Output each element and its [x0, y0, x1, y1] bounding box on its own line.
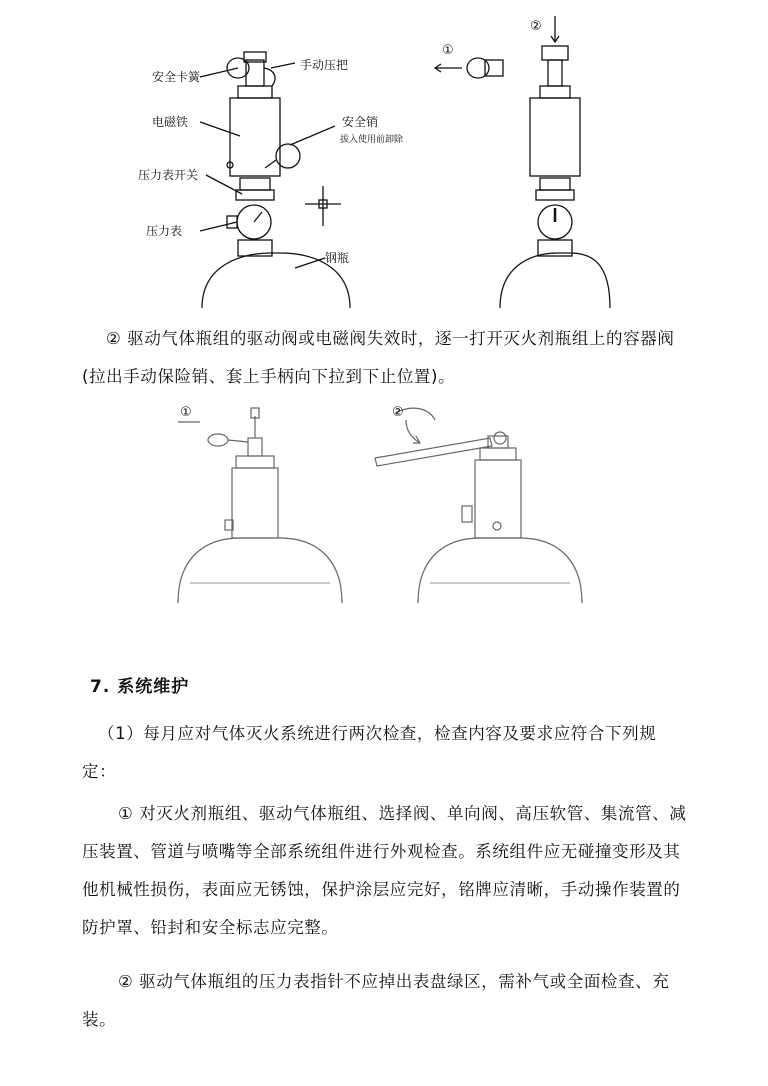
label-steel-bottle: 钢瓶 — [325, 251, 350, 265]
label-safety-clip: 安全卡簧 — [152, 70, 201, 84]
paragraph-valve-failure: ② 驱动气体瓶组的驱动阀或电磁阀失效时，逐一打开灭火剂瓶组上的容器阀(拉出手动保险销、套上手柄向下拉到下止位置)。 — [82, 329, 675, 386]
label-pressure-gauge: 压力表 — [146, 224, 183, 238]
step-2-marker-fig2: ② — [392, 405, 404, 420]
label-gauge-switch: 压力表开关 — [138, 168, 199, 182]
paragraph-gauge-check: ② 驱动气体瓶组的压力表指针不应掉出表盘绿区，需补气或全面检查、充装。 — [82, 972, 670, 1029]
label-safety-pin: 安全销 — [342, 115, 379, 129]
paragraph-monthly-check: （1）每月应对气体灭火系统进行两次检查，检查内容及要求应符合下列规定： — [82, 724, 657, 781]
paragraph-visual-inspection: ① 对灭火剂瓶组、驱动气体瓶组、选择阀、单向阀、高压软管、集流管、减压装置、管道与喷嘴等全部系统组件进行外观检查。系统组件应无碰撞变形及其他机械性损伤，表面应无锈蚀，保护涂层应完好，铭牌应清晰，手动操作装置的防护罩、铅封和安全标志应完整。 — [82, 804, 687, 937]
figure-container-valve — [170, 398, 590, 608]
section-title: 7. 系统维护 — [90, 677, 190, 697]
label-solenoid: 电磁铁 — [152, 115, 189, 129]
figure-drive-bottle — [130, 8, 630, 313]
label-pin-note: 拔入使用前卸除 — [340, 135, 404, 145]
step-2-marker: ② — [530, 19, 542, 34]
step-1-marker-fig2: ① — [180, 405, 192, 420]
step-1-marker: ① — [442, 43, 454, 58]
label-manual-lever: 手动压把 — [300, 58, 349, 72]
